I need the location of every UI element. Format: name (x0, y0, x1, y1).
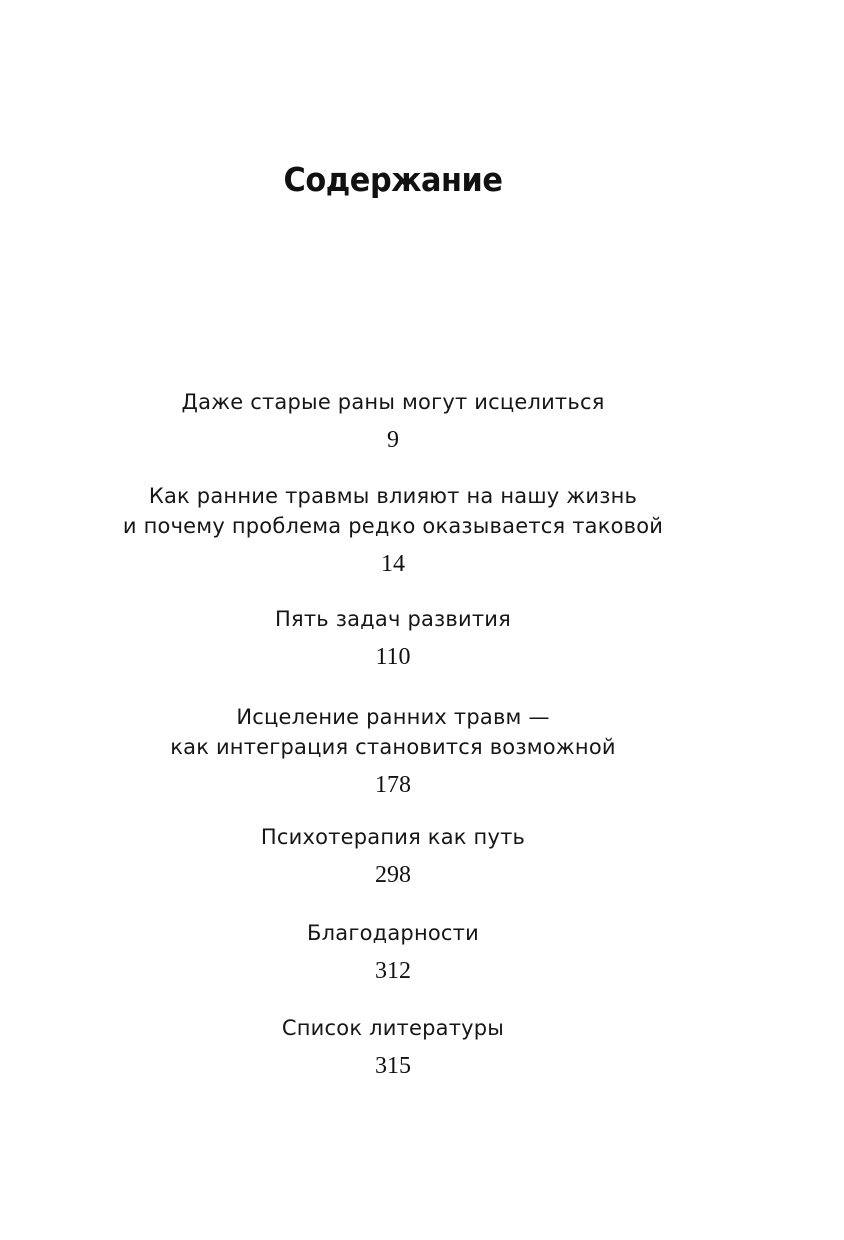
toc-entry-page-number: 312 (375, 958, 411, 984)
toc-entry-title-line: Психотерапия как путь (260, 825, 526, 849)
toc-entry-page-number: 9 (387, 427, 399, 453)
toc-entry-title-line: Как ранние травмы влияют на нашу жизнь (148, 484, 638, 508)
toc-entry-title-line: как интеграция становится возможной (170, 735, 616, 759)
toc-entry-title-line: Пять задач развития (275, 607, 511, 631)
toc-entry-title-line: Даже старые раны могут исцелиться (181, 390, 605, 414)
toc-entry-title (0, 702, 786, 762)
toc-entry (0, 918, 786, 985)
toc-entry (0, 822, 786, 889)
toc-entry (0, 1013, 786, 1080)
toc-entry-title (0, 604, 786, 634)
toc-entry (0, 604, 786, 671)
toc-entry-title (0, 1013, 786, 1043)
toc-entry (0, 387, 786, 454)
toc-entry-title (0, 822, 786, 852)
toc-entry-page-number: 14 (381, 551, 405, 577)
toc-entry-title-line: и почему проблема редко оказывается таковой (122, 514, 664, 538)
toc-entry-title-line: Благодарности (307, 921, 479, 945)
toc-entry-title-line: Список литературы (281, 1016, 505, 1040)
toc-entry-page-number: 178 (375, 772, 411, 798)
page-title: Содержание (283, 160, 503, 199)
toc-entry-page-number: 315 (375, 1053, 411, 1079)
toc-entry (0, 481, 786, 578)
toc-entry-page-number: 298 (375, 862, 411, 888)
toc-entry-page-number: 110 (375, 644, 411, 670)
toc-entry (0, 702, 786, 799)
toc-entry-title (0, 481, 786, 541)
toc-entry-title (0, 387, 786, 417)
toc-entry-title-line: Исцеление ранних травм — (236, 705, 550, 729)
toc-entry-title (0, 918, 786, 948)
